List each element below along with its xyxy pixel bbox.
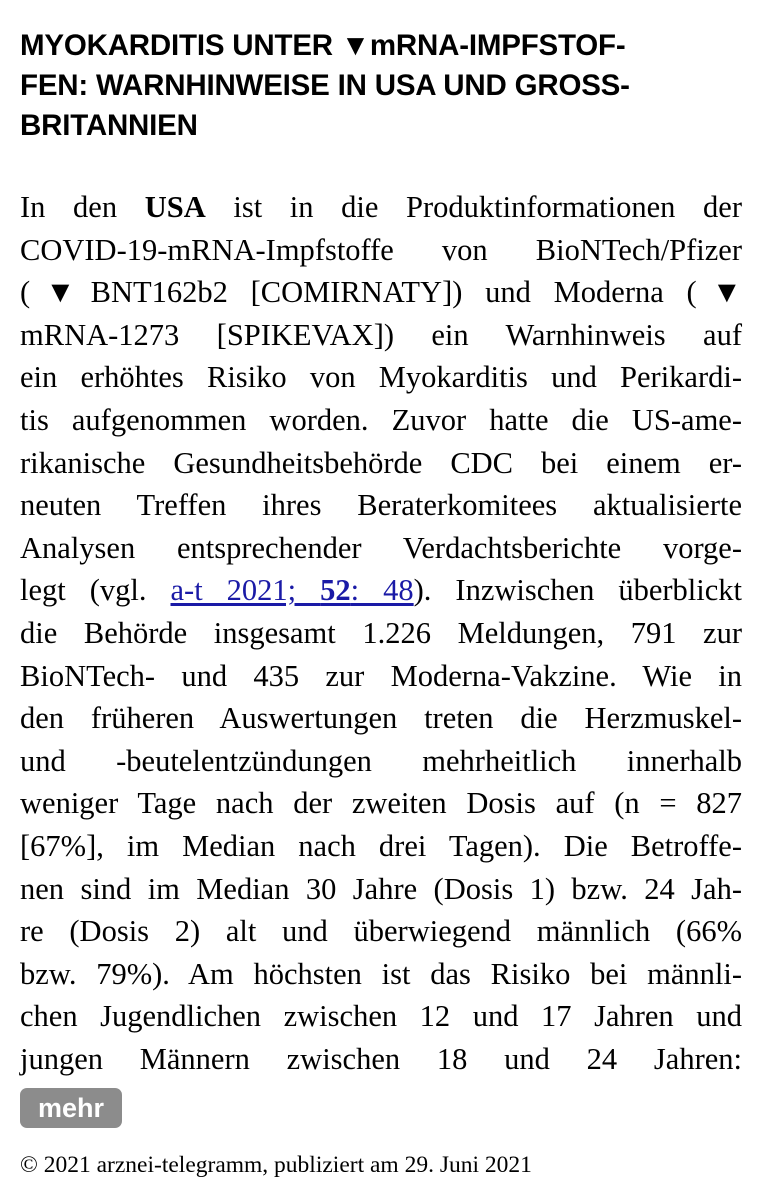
country-usa: USA [144, 190, 206, 224]
body-line: mRNA-1273 [SPIKEVAX]) ein Warnhinweis auf [20, 317, 742, 352]
headline-line: MYOKARDITIS UNTER ▼mRNA-IMPFSTOF- [20, 29, 626, 62]
article [20, 26, 742, 1178]
body-line: In den USA ist in die Produktinformationen der [20, 190, 742, 224]
body-line: Analysen entsprechender Verdachtsberichte vorge- [20, 530, 742, 565]
body-line: [67%], im Median nach drei Tagen). Die Betroffe- [20, 828, 742, 863]
body-line: tis aufgenommen worden. Zuvor hatte die US-ame- [20, 402, 742, 437]
body-line: die Behörde insgesamt 1.226 Meldungen, 791 zur [20, 615, 742, 650]
headline-line: BRITANNIEN [20, 109, 198, 142]
body-line: rikanische Gesundheitsbehörde CDC bei einem er- [20, 445, 742, 480]
reference-link[interactable]: a-t 2021; 52: 48 [170, 573, 414, 608]
body-line: BioNTech- und 435 zur Moderna-Vakzine. Wie in [20, 658, 742, 693]
body-line: weniger Tage nach der zweiten Dosis auf (n = 827 [20, 786, 742, 821]
body-line: COVID-19-mRNA-Impfstoffe von BioNTech/Pfizer [20, 232, 742, 267]
body-line: neuten Treffen ihres Beraterkomitees aktualisierte [20, 488, 742, 523]
more-button[interactable]: mehr [20, 1088, 122, 1128]
body-line: den früheren Auswertungen treten die Herzmuskel- [20, 701, 742, 736]
body-line: bzw. 79%). Am höchsten ist das Risiko bei männli- [20, 956, 742, 991]
article-headline [20, 26, 742, 146]
copyright-footer: © 2021 arznei-telegramm, publiziert am 29. Juni 2021 [20, 1152, 532, 1178]
body-line: jungen Männern zwischen 18 und 24 Jahren: [20, 1041, 742, 1076]
body-line: nen sind im Median 30 Jahre (Dosis 1) bzw. 24 Jah- [20, 871, 742, 906]
body-line: chen Jugendlichen zwischen 12 und 17 Jahren und [20, 999, 742, 1034]
headline-line: FEN: WARNHINWEISE IN USA UND GROSS- [20, 69, 630, 102]
body-line: legt (vgl. a-t 2021; 52: 48). Inzwischen überblickt [20, 573, 742, 608]
body-line: re (Dosis 2) alt und überwiegend männlich (66% [20, 914, 742, 949]
body-line: ein erhöhtes Risiko von Myokarditis und Perikardi- [20, 360, 742, 395]
body-line: und -beutelentzündungen mehrheitlich innerhalb [20, 743, 742, 778]
body-line: (▼BNT162b2 [COMIRNATY]) und Moderna (▼ [20, 275, 742, 310]
article-body [20, 186, 742, 1080]
